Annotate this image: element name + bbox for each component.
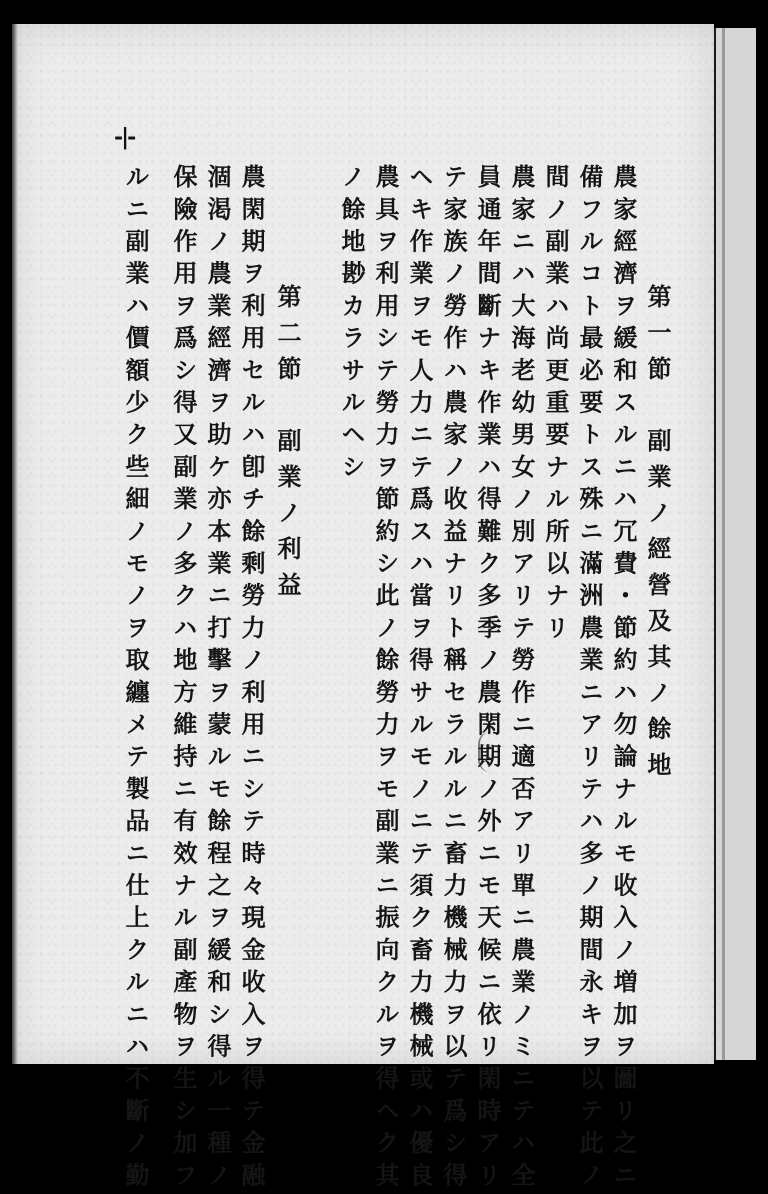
text-line-5: 員通年間斷ナキ作業ハ得難ク多季ノ農閑期ノ外ニモ天候ニ依リ閑時アリ: [473, 164, 502, 1194]
text-line-10: 農閑期ヲ利用セルハ卽チ餘剩勞力ノ利用ニシテ時々現金收入ヲ得テ金融: [237, 164, 266, 1194]
text-line-6: テ家族ノ勞作ハ農家ノ收益ナリト稱セラルルニ畜力機械力ヲ以テ爲シ得: [439, 164, 468, 1194]
text-line-9: ノ餘地尠カラサルヘシ: [337, 164, 366, 486]
section1-heading: 第一節 副業ノ經營及其ノ餘地: [643, 284, 672, 788]
text-line-11: 涸渇ノ農業經濟ヲ助ケ亦本業ニ打擊ヲ蒙ルモ餘程之ヲ緩和シ得ル一種ノ: [203, 164, 232, 1194]
section2-heading: 第二節 副業ノ利益: [273, 284, 302, 608]
binding-shadow: [12, 24, 18, 1064]
text-line-1: 農家經濟ヲ緩和スルニハ冗費・節約ハ勿論ナルモ收入ノ増加ヲ圖リ之ニ: [609, 164, 638, 1194]
text-line-7: ヘキ作業ヲモ人力ニテ爲スハ當ヲ得サルモノニテ須ク畜力機械或ハ優良: [405, 164, 434, 1194]
next-page-edge: [714, 28, 756, 1060]
text-line-2: 備フルコト最必要トス殊ニ滿洲農業ニアリテハ多ノ期間永キヲ以テ此ノ: [575, 164, 604, 1194]
text-line-4: 農家ニハ大海老幼男女ノ別アリテ勞作ニ適否アリ單ニ農業ノミニテハ全: [507, 164, 536, 1194]
handwritten-bracket-mark: [478, 732, 506, 772]
page-number: ‐|‐: [114, 124, 135, 150]
text-line-12: 保險作用ヲ爲シ得又副業ノ多クハ地方維持ニ有效ナル副產物ヲ生シ加フ: [169, 164, 198, 1194]
text-line-13: ルニ副業ハ價額少ク些細ノモノヲ取纏メテ製品ニ仕上クルニハ不斷ノ勤: [121, 164, 150, 1194]
text-line-8: 農具ヲ利用シテ勞力ヲ節約シ此ノ餘勞力ヲモ副業ニ振向クルヲ得ヘク其: [371, 164, 400, 1194]
text-line-3: 間ノ副業ハ尚更重要ナル所以ナリ: [541, 164, 570, 647]
